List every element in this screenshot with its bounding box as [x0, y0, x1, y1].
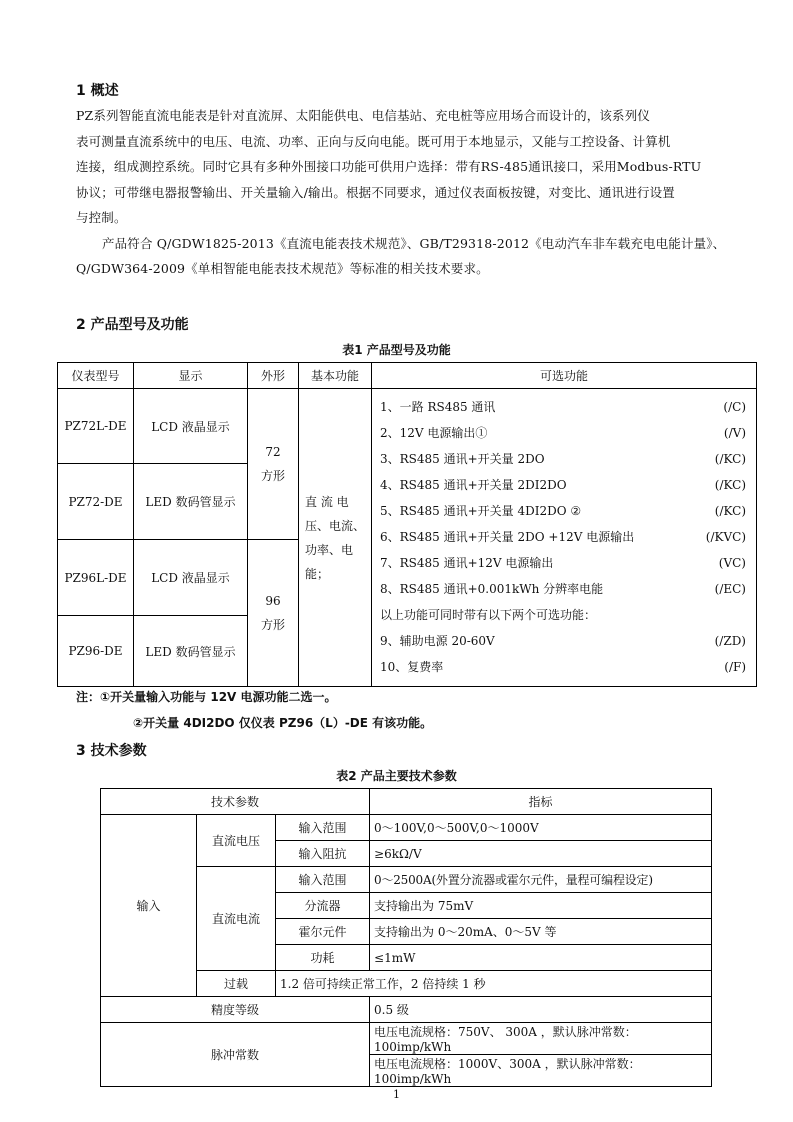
shape-value: 96: [265, 594, 281, 608]
header-optional-function: 可选功能: [372, 363, 757, 389]
param-value: 支持输出为 75mV: [370, 893, 712, 919]
pulse-label: 脉冲常数: [101, 1023, 370, 1087]
param-value: ≥6kΩ/V: [370, 841, 712, 867]
function-code: (/ZD): [714, 634, 746, 648]
basic-function-line: 压、电流、: [305, 518, 366, 533]
table-tech-params: [100, 788, 712, 1087]
pulse-value: 电压电流规格：750V、 300A ，默认脉冲常数：100imp/kWh: [370, 1023, 712, 1055]
header-basic-function: 基本功能: [299, 363, 372, 389]
param-value: 支持输出为 0～20mA、0～5V 等: [370, 919, 712, 945]
function-text: 10、复费率: [380, 660, 444, 674]
function-item: [372, 602, 756, 628]
basic-function-line: 能；: [305, 566, 330, 581]
shape-label: 方形: [260, 618, 285, 632]
header-model: 仪表型号: [58, 363, 134, 389]
table-1-note-2: ②开关量 4DI2DO 仅仪表 PZ96（L）-DE 有该功能。: [133, 716, 433, 730]
accuracy-value: 0.5 级: [370, 997, 712, 1023]
param-value: ≤1mW: [370, 945, 712, 971]
model-cell: PZ96L-DE: [58, 540, 134, 616]
table-2-caption: 表2 产品主要技术参数: [336, 769, 457, 783]
display-cell: LED 数码管显示: [134, 616, 248, 687]
basic-function-line: 直 流 电: [305, 494, 349, 509]
function-code: (/EC): [714, 582, 746, 596]
header-shape: 外形: [248, 363, 299, 389]
page-number: 1: [393, 1088, 400, 1101]
section-1-heading: 1 概述: [76, 83, 119, 99]
para-line: 连接，组成测控系统。同时它具有多种外围接口功能可供用户选择：带有RS-485通讯接口，采用Modbus-RTU: [76, 159, 702, 174]
function-text: 4、RS485 通讯+开关量 2DI2DO: [380, 478, 567, 492]
function-code: (/F): [724, 660, 746, 674]
pulse-value: 电压电流规格：1000V、300A ，默认脉冲常数：100imp/kWh: [370, 1055, 712, 1087]
function-code: (/KC): [714, 504, 746, 518]
function-item: [372, 498, 756, 524]
function-item: [372, 420, 756, 446]
function-code: (VC): [718, 556, 746, 570]
function-item: [372, 524, 756, 550]
table-product-models: [57, 362, 757, 687]
function-code: (/KVC): [705, 530, 746, 544]
model-cell: PZ96-DE: [58, 616, 134, 687]
section-3-heading: 3 技术参数: [76, 743, 147, 759]
shape-96-cell: [248, 540, 299, 687]
shape-label: 方形: [260, 469, 285, 483]
optional-functions-cell: [372, 389, 757, 687]
shape-72-cell: [248, 389, 299, 540]
param-name: 输入阻抗: [276, 841, 370, 867]
overload-value: 1.2 倍可持续正常工作，2 倍持续 1 秒: [276, 971, 712, 997]
function-item: [372, 550, 756, 576]
function-item: [372, 394, 756, 420]
dc-current-label: 直流电流: [197, 867, 276, 971]
shape-value: 72: [265, 445, 281, 459]
header-param: 技术参数: [101, 789, 370, 815]
function-code: (/KC): [714, 478, 746, 492]
param-name: 功耗: [276, 945, 370, 971]
basic-function-cell: [299, 389, 372, 687]
model-cell: PZ72L-DE: [58, 389, 134, 464]
para-line: 产品符合 Q/GDW1825-2013《直流电能表技术规范》、GB/T29318-2012《电动汽车非车载充电电能计量》、: [102, 235, 726, 251]
dc-voltage-label: 直流电压: [197, 815, 276, 867]
function-code: (/V): [723, 426, 746, 440]
function-item: [372, 628, 756, 654]
function-text: 8、RS485 通讯+0.001kWh 分辨率电能: [380, 582, 604, 596]
function-item: [372, 654, 756, 680]
header-display: 显示: [134, 363, 248, 389]
function-code: (/C): [723, 400, 746, 414]
para-line: PZ系列智能直流电能表是针对直流屏、太阳能供电、电信基站、充电桩等应用场合而设计的，该系列仪: [76, 108, 650, 123]
function-text: 2、12V 电源输出①: [380, 426, 488, 440]
header-index: 指标: [370, 789, 712, 815]
display-cell: LCD 液晶显示: [134, 389, 248, 464]
function-text: 9、辅助电源 20-60V: [380, 634, 495, 648]
model-cell: PZ72-DE: [58, 464, 134, 540]
display-cell: LCD 液晶显示: [134, 540, 248, 616]
function-item: [372, 576, 756, 602]
function-item: [372, 446, 756, 472]
param-name: 分流器: [276, 893, 370, 919]
function-text: 5、RS485 通讯+开关量 4DI2DO ②: [380, 504, 582, 518]
input-label: 输入: [101, 815, 197, 997]
function-text: 6、RS485 通讯+开关量 2DO +12V 电源输出: [380, 530, 635, 544]
section-1-body: [76, 103, 746, 282]
basic-function-line: 功率、电: [305, 542, 354, 557]
function-text: 1、一路 RS485 通讯: [380, 400, 496, 414]
table-1-note-1: 注：①开关量输入功能与 12V 电源功能二选一。: [76, 690, 337, 704]
para-line: Q/GDW364-2009《单相智能电能表技术规范》等标准的相关技术要求。: [76, 261, 489, 276]
function-code: (/KC): [714, 452, 746, 466]
param-name: 输入范围: [276, 815, 370, 841]
section-2-heading: 2 产品型号及功能: [76, 317, 189, 333]
param-name: 霍尔元件: [276, 919, 370, 945]
para-line: 与控制。: [76, 210, 127, 225]
para-line: 协议；可带继电器报警输出、开关量输入/输出。根据不同要求，通过仪表面板按键，对变比、通讯进行设置: [76, 184, 675, 200]
function-item: [372, 472, 756, 498]
param-value: 0～2500A(外置分流器或霍尔元件，量程可编程设定): [370, 867, 712, 893]
table-1-caption: 表1 产品型号及功能: [342, 343, 451, 357]
display-cell: LED 数码管显示: [134, 464, 248, 540]
function-text: 3、RS485 通讯+开关量 2DO: [380, 452, 545, 466]
param-name: 输入范围: [276, 867, 370, 893]
function-text: 以上功能可同时带有以下两个可选功能：: [380, 608, 597, 622]
accuracy-label: 精度等级: [101, 997, 370, 1023]
para-line: 表可测量直流系统中的电压、电流、功率、正向与反向电能。既可用于本地显示，又能与工控设备、计算机: [76, 133, 671, 149]
param-value: 0～100V,0～500V,0～1000V: [370, 815, 712, 841]
function-text: 7、RS485 通讯+12V 电源输出: [380, 556, 554, 570]
overload-label: 过载: [197, 971, 276, 997]
